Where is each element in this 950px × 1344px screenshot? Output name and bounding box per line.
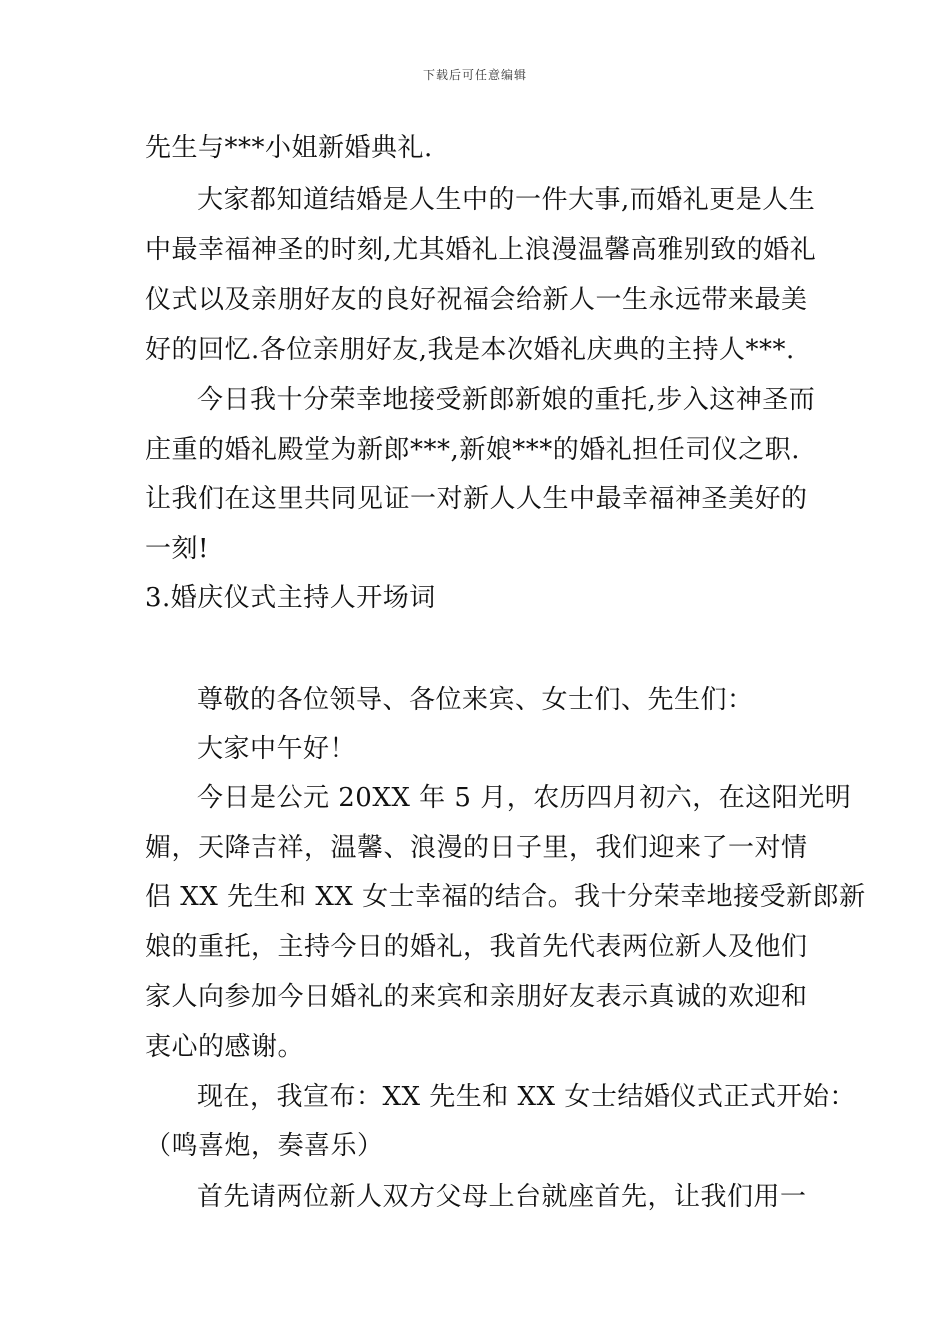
- paragraph-first-line: 今日我十分荣幸地接受新郎新娘的重托,步入这神圣而: [197, 385, 816, 415]
- greeting: 大家中午好！: [197, 734, 357, 764]
- text-line: 媚，天降吉祥，温馨、浪漫的日子里，我们迎来了一对情: [145, 833, 808, 863]
- paragraph-first-line: 今日是公元 20XX 年 5 月，农历四月初六，在这阳光明: [197, 783, 852, 813]
- section-heading: 3.婚庆仪式主持人开场词: [145, 583, 436, 613]
- paragraph-first-line: 大家都知道结婚是人生中的一件大事,而婚礼更是人生: [197, 185, 816, 215]
- text-line: 中最幸福神圣的时刻,尤其婚礼上浪漫温馨高雅别致的婚礼: [145, 235, 817, 265]
- text-line: 先生与***小姐新婚典礼.: [145, 133, 433, 163]
- text-line: 好的回忆.各位亲朋好友,我是本次婚礼庆典的主持人***.: [145, 335, 795, 365]
- paragraph-first-line: 首先请两位新人双方父母上台就座首先，让我们用一: [197, 1182, 807, 1212]
- text-line: 侣 XX 先生和 XX 女士幸福的结合。我十分荣幸地接受新郎新: [145, 882, 866, 912]
- text-line: 家人向参加今日婚礼的来宾和亲朋好友表示真诚的欢迎和: [145, 982, 808, 1012]
- text-line: 衷心的感谢。: [145, 1032, 305, 1062]
- text-line: 仪式以及亲朋好友的良好祝福会给新人一生永远带来最美: [145, 285, 808, 315]
- stage-direction: （鸣喜炮，奏喜乐）: [145, 1131, 384, 1161]
- text-line: 一刻!: [145, 534, 209, 564]
- salutation: 尊敬的各位领导、各位来宾、女士们、先生们：: [197, 685, 754, 715]
- paragraph-first-line: 现在，我宣布：XX 先生和 XX 女士结婚仪式正式开始：: [197, 1082, 856, 1112]
- text-line: 娘的重托，主持今日的婚礼，我首先代表两位新人及他们: [145, 932, 808, 962]
- text-line: 庄重的婚礼殿堂为新郎***,新娘***的婚礼担任司仪之职.: [145, 435, 801, 465]
- page-header-note: 下载后可任意编辑: [422, 68, 527, 82]
- text-line: 让我们在这里共同见证一对新人人生中最幸福神圣美好的: [145, 484, 808, 514]
